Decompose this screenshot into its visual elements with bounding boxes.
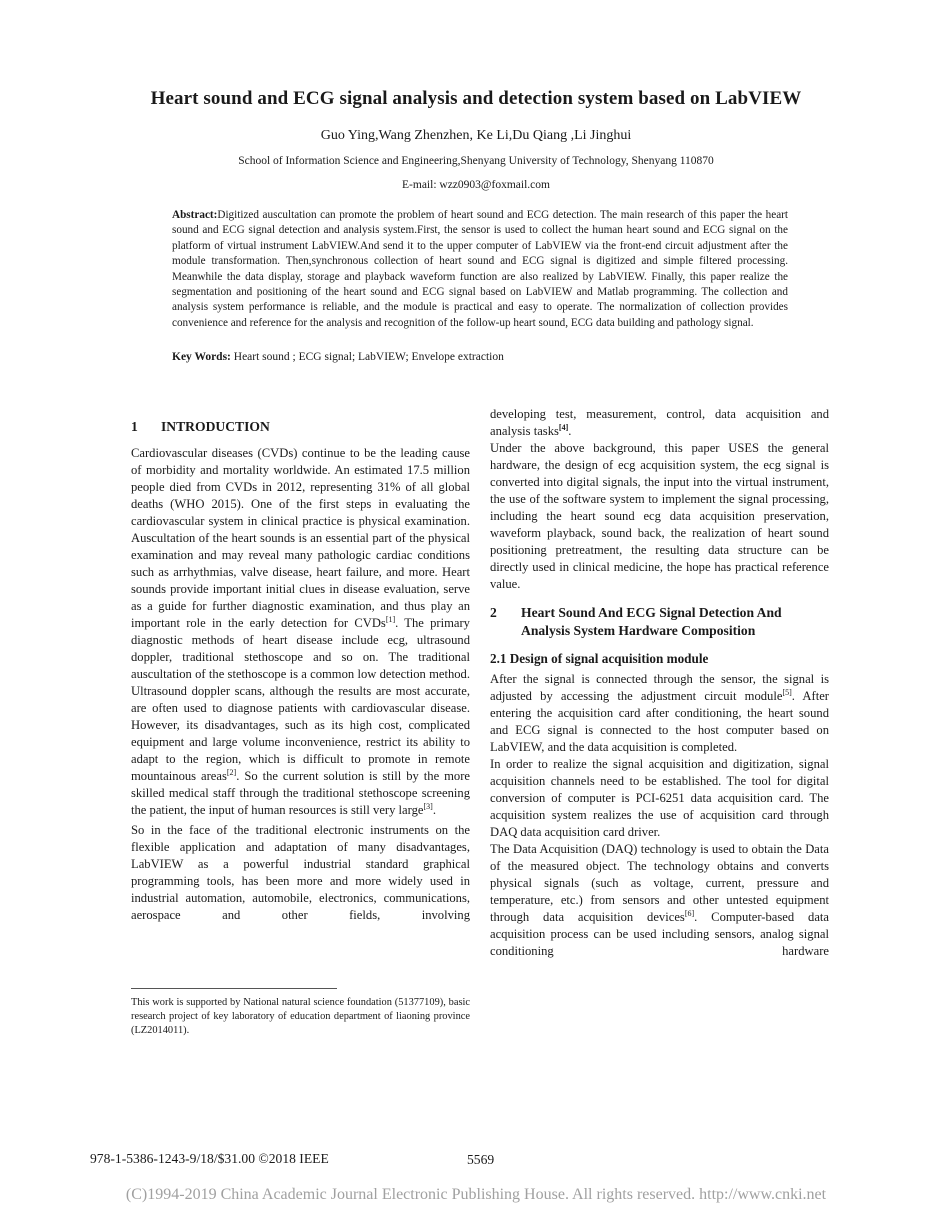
text-span: developing test, measurement, control, data acquisition and analysis tasks: [490, 407, 829, 438]
intro-paragraph-1: [131, 445, 470, 819]
page-number: 5569: [467, 1152, 495, 1167]
text-span: . The primary diagnostic methods of heart disease include ecg, ultrasound doppler, traditional stethoscope and so on. The traditional auscultation of the stethoscope is a common low detection method. Ultrasound doppler scans, although the results are most accurate, are often used to diagnose patients with cardiovascular disease. However, its disadvantages, such as its high cost, complicated equipment and large volume inconvenience, restrict its ability to adapt to the region, which is difficult to promote in remote mountainous areas: [131, 616, 470, 783]
section-2-paragraph-1: [490, 671, 829, 756]
section-2-paragraph-2: In order to realize the signal acquisition and digitization, signal acquisition channels need to be established. The tool for digital conversion of computer is PCI-6251 data acquisition card. The acquisition system realizes the use of acquisition card through DAQ data acquisition card driver.: [490, 757, 829, 839]
email-address: E-mail: wzz0903@foxmail.com: [402, 179, 550, 191]
section-2-number: 2: [490, 605, 497, 620]
footnote-divider: [131, 988, 337, 989]
citation-1: [1]: [385, 614, 396, 624]
section-2-heading: [490, 604, 829, 640]
author-list: Guo Ying,Wang Zhenzhen, Ke Li,Du Qiang ,Li Jinghui: [320, 128, 632, 143]
text-span: After the signal is connected through the sensor, the signal is adjusted by accessing the adjustment circuit module: [490, 672, 829, 703]
text-span: Cardiovascular diseases (CVDs) continue to be the leading cause of morbidity and mortality worldwide. An estimated 17.5 million people died from CVDs in 2012, representing 31% of all global deaths (WHO 2015). One of the first steps in evaluating the cardiovascular system in clinical practice is physical examination. Auscultation of the heart sounds is an essential part of the physical examination and may reveal many pathologic cardiac conditions such as arrhythmias, valve disease, heart failure, and more. Heart sounds provide important initial clues in disease evaluation, serve as a guide for further diagnostic examination, and thus play an important role in the early detection for CVDs: [131, 446, 470, 630]
subsection-2-1-heading: 2.1 Design of signal acquisition module: [490, 651, 709, 666]
abstract-label: Abstract:: [172, 209, 218, 221]
citation-2: [2]: [226, 767, 237, 777]
text-span: The Data Acquisition (DAQ) technology is used to obtain the Data of the measured object. The technology obtains and converts physical signals (such as voltage, current, pressure and temperature, etc.) from sensors and other untested equipment through data acquisition devices: [490, 842, 829, 924]
citation-5: [5]: [782, 687, 792, 697]
section-1-title: INTRODUCTION: [161, 419, 270, 434]
intro-paragraph-4: Under the above background, this paper USES the general hardware, the design of ecg acquisition system, the ecg signal is converted into digital signals, the input into the virtual instrument, the use of the software system to implement the signal processing, including the heart sound ecg data acquisition preservation, waveform playback, sound back, the realization of heart sound positioning pretreatment, the resulting data structure can be directly used in clinical medicine, the hope has practical reference value.: [490, 441, 829, 591]
intro-paragraph-2: So in the face of the traditional electronic instruments on the flexible application and adaptation of many disadvantages, LabVIEW as a powerful industrial standard graphical programming tools, has been more and more widely used in industrial automation, automobile, electronics, communications, aerospace and other fields, involving: [131, 823, 470, 922]
citation-4: [4]: [558, 422, 569, 432]
text-span: .: [432, 803, 436, 817]
citation-3: [3]: [423, 801, 433, 811]
citation-6: [6]: [684, 908, 695, 918]
intro-paragraph-3: [490, 406, 829, 440]
funding-footnote: This work is supported by National natural science foundation (51377109), basic research project of key laboratory of education department of liaoning province (LZ2014011).: [131, 997, 470, 1036]
text-span: .: [568, 424, 572, 438]
section-2-paragraph-3: [490, 841, 829, 960]
isbn-copyright: 978-1-5386-1243-9/18/$31.00 ©2018 IEEE: [90, 1151, 329, 1166]
text-span: . So the current solution is still by the more skilled medical staff through the traditional stethoscope screening the patient, the input of human resources is still very large: [131, 769, 471, 817]
left-column: [131, 418, 470, 924]
text-span: . Computer-based data acquisition process can be used including sensors, analog signal conditioning hardware: [490, 910, 830, 958]
section-1-heading: [131, 418, 470, 435]
section-2-title: Heart Sound And ECG Signal Detection And Analysis System Hardware Composition: [521, 605, 782, 638]
right-column: [490, 406, 829, 960]
abstract: [172, 208, 788, 331]
keywords: [172, 351, 788, 363]
cnki-watermark: (C)1994-2019 China Academic Journal Electronic Publishing House. All rights reserved. http://www.cnki.net: [125, 1186, 827, 1203]
text-span: . After entering the acquisition card after conditioning, the heart sound and ECG signal is connected to the host computer based on LabVIEW, and the data acquisition is completed.: [490, 689, 829, 754]
keywords-text: Heart sound ; ECG signal; LabVIEW; Envelope extraction: [230, 351, 504, 363]
section-1-number: 1: [131, 419, 138, 434]
keywords-label: Key Words:: [172, 351, 231, 363]
paper-title: Heart sound and ECG signal analysis and detection system based on LabVIEW: [150, 88, 802, 109]
affiliation: School of Information Science and Engineering,Shenyang University of Technology, Shenyang 110870: [238, 155, 714, 167]
abstract-text: Digitized auscultation can promote the problem of heart sound and ECG detection. The main research of this paper the heart sound and ECG signal detection and analysis system.First, the sensor is used to collect the human heart sound and ECG signal on the platform of virtual instrument LabVIEW.And send it to the upper computer of LabVIEW via the front-end circuit adjustment after the module transformation. Then,synchronous collection of heart sound and ECG signal is digitized and simple filtered processing. Meanwhile the data display, storage and playback waveform function are also realized by LabVIEW. Finally, this paper realize the segmentation and positioning of the heart sound and ECG signal based on LabVIEW and Matlab programming. The collection and analysis system performance is reliable, and the module is practical and easy to operate. The normalization of collection provides convenience and reference for the analysis and recognition of the follow-up heart sound, ECG data building and pathology signal.: [172, 209, 788, 329]
